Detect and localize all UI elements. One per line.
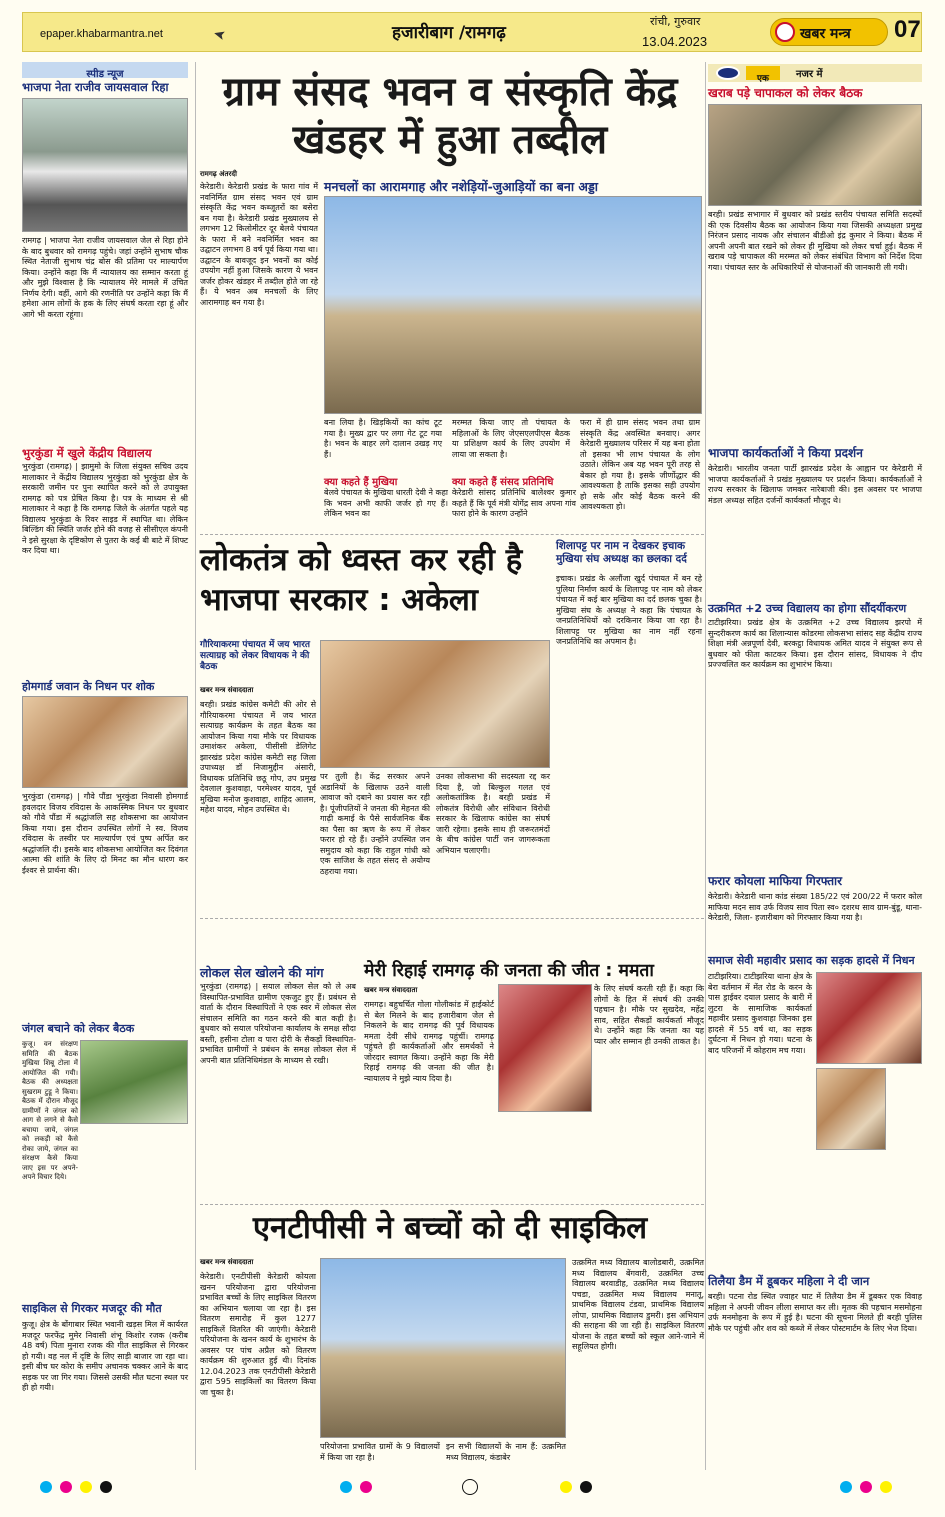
color-dot-icon	[560, 1481, 572, 1493]
color-dot-icon	[340, 1481, 352, 1493]
nazar-label: नजर में	[796, 69, 823, 80]
story-body: उत्क्रमित मध्य विद्यालय बालोडबारी, उत्क्रमित मध्य विद्यालय बेंगवारी, उत्क्रमित उच्च विद्यालय बरवाडीह, उत्क्रमित मध्य विद्यालय पचडा, उत्क्रमित मध्य विद्यालय मनातू, प्राथमिक विद्यालय टंडवा, प्राथमिक विद्यालय लोपा, प्राथमिक विद्यालय डुमरी। इस अभियान की सराहना की जा रही है। साइकिल वितरण योजना के तहत बच्चों को स्कूल आने-जाने में सहूलियत होगी।	[572, 1258, 704, 1351]
story-title: लोकल सेल खोलने की मांग	[200, 965, 324, 980]
portrait-photo	[816, 1068, 886, 1150]
story-title: फरार कोयला माफिया गिरफ्तार	[708, 874, 843, 888]
story-body: बरही। पटना रोड स्थित ज्वाहर घाट में तिलैया डैम में डूबकर एक विवाह महिला ने अपनी जीवन लीला समाप्त कर ली। मृतक की पहचान मसमोहना उर्फ मनमोहना के रूप में हुई है। घटना की सूचना मिलते ही बरही पुलिस मौके पर पहुंची और शव को कब्जे में लेकर पोस्टमार्टम के लिए भेज दिया।	[708, 1292, 922, 1333]
color-dot-icon	[100, 1481, 112, 1493]
byline: खबर मन्त्र संवाददाता	[200, 1258, 254, 1266]
divider	[200, 918, 704, 919]
brand-logo-icon	[775, 22, 795, 42]
story-body: पर तुली है। केंद्र सरकार अपने अडानियों के खिलाफ उठने वाली आवाज को दबाने का प्रयास कर रही है। पूंजीपतियों ने जनता की मेहनत की गाढ़ी कमाई के पैसे सार्वजनिक बैंक का पैसा का ऋण के रूप में लेकर फरार हो रहे हैं। उन्होंने उपस्थित जन समुदाय को कहा कि राहुल गांधी को एक साजिश के तहत संसद से अयोग्य ठहराया गया।	[320, 772, 430, 876]
color-dot-icon	[840, 1481, 852, 1493]
meeting-photo	[708, 104, 922, 206]
story-body: इचाक। प्रखंड के अलौंजा खुर्द पंचायत में बन रहे पुलिया निर्माण कार्य के शिलापट्ट पर नाम को लेकर पंचायत में कई बार मुखिया का दर्द छलक चुका है। मुखिया संघ के अध्यक्ष ने कहा कि पंचायत के जनप्रतिनिधियों को दरकिनार किया जा रहा है। शिलापट्ट पर मुखिया का नाम नहीं रहना जनप्रतिनिधि का अपमान है।	[556, 574, 702, 646]
color-dot-icon	[80, 1481, 92, 1493]
color-dot-icon	[580, 1481, 592, 1493]
story-title: उत्क्रमित +2 उच्च विद्यालय का होगा सौंदर्यीकरण	[708, 602, 907, 615]
quote-body: केरेडारी सांसद प्रतिनिधि बालेश्वर कुमार कहते हैं कि पूर्व मंत्री योगेंद्र साव अपना गांव फारा होने के कारण उन्होंने	[452, 488, 576, 518]
color-dot-icon	[860, 1481, 872, 1493]
byline: खबर मन्त्र संवाददाता	[364, 986, 418, 994]
story-body: बरही। प्रखंड कांग्रेस कमेटी की ओर से गौरियाकरमा पंचायत में जय भारत सत्याग्रह कार्यक्रम के तहत बैठक का आयोजन किया गया मौके पर विधायक उमाशंकर अकेला, पीसीसी डेलिगेट झारखंड प्रदेश कांग्रेस कमेटी सह जिला उपाध्यक्ष डॉ निजामुद्दीन अंसारी, विधायक प्रतिनिधि छठू गोप, उप प्रमुख देवलाल कुशवाहा, परमेश्वर यादव, पूर्व मुखिया मनोज कुशवाहा, शाहिद आलम, महेश यादव, मोहन उपस्थित थे।	[200, 700, 316, 814]
story-title: साइकिल से गिरकर मजदूर की मौत	[22, 1302, 162, 1315]
story-body: टाटीझरिया। प्रखंड क्षेत्र के उत्क्रमित +2 उच्च विद्यालय झरपो में सुन्दरीकरण कार्य का शिलान्यास कोडरमा लोकसभा सांसद सह केंद्रीय राज्य शिक्षा मंत्री अन्नपूर्णा देवी, बरकट्ठा विधायक अमित यादव ने संयुक्त रूप से बुधवार को फीता काटकर किया। इस दौरान सांसद, विधायक ने दीप प्रज्ज्वलित कर कार्यक्रम का शुभारंभ किया।	[708, 618, 922, 669]
date: 13.04.2023	[642, 34, 708, 49]
story-body: केरेडारी। केरेडारी प्रखंड के फारा गांव में नवनिर्मित ग्राम संसद भवन एवं ग्राम संस्कृति केंद्र भवन कब्जूतरों का बसेरा बन गया है। केरेडारी प्रखंड मुख्यालय से लगभग 12 किलोमीटर दूर बेलवे पंचायत के फारा में बने नवनिर्मित भवन का उद्घाटन लगभग 8 वर्ष पूर्व किया गया था। उद्घाटन के बावजूद इन भवनों का कोई उपयोग नहीं हुआ जिसके कारण ये भवन जर्जर होकर खंडहर में तब्दील होते जा रहे हैं। ये भवन अब मनचलों के लिए आरामगाह बन गया है।	[200, 182, 318, 307]
story-title: समाज सेवी महावीर प्रसाद का सड़क हादसे में निधन	[708, 954, 915, 967]
page-number: 07	[894, 16, 921, 43]
story-headline: लोकतंत्र को ध्वस्त कर रही है भाजपा सरकार : अकेला	[200, 542, 523, 618]
story-body: रामगढ़। बहुचर्चित गोला गोलीकांड में हाईकोर्ट से बेल मिलने के बाद हजारीबाग जेल से निकलने के बाद रामगढ़ की पूर्व विधायक ममता देवी सीधे रामगढ़ पहुंचीं। रामगढ़ पहुंचते ही कार्यकर्ताओं और समर्थकों ने जोरदार स्वागत किया। उन्होंने कहा कि मेरी रिहाई रामगढ़ की जनता की जीत है। न्यायालय ने मुझे न्याय दिया है।	[364, 1000, 494, 1083]
story-body: केरेडारी। केरेडारी थाना कांड संख्या 185/22 एवं 200/22 में फरार कोल माफिया मदन साव उर्फ विजय साव पिता स्व० दशरथ साव ग्राम-बुंडू, थाना- केरेडारी, जिला- हजारीबाग को गिरफ्तार किया गया है।	[708, 892, 922, 922]
edition-title: हजारीबाग /रामगढ़	[392, 23, 506, 43]
quote-title: क्या कहते हैं मुखिया	[324, 477, 398, 488]
story-body: भुरकुंडा (रामगढ़) | सयाल लोकल सेल को ले अब विस्थापित-प्रभावित ग्रामीण एकजुट हुए हैं। प्रबंधन से वार्ता के दौरान विस्थापितों ने एक स्वर में लोकल सेल संचालन समिति का गठन करने की बात कही है। बुधवार को सयाल परियोजना कार्यालय के समक्ष सौदा बस्ती, हसीना टोला व पारा दोरी के सैकड़ों विस्थापित-प्रभावित ग्रामीणों ने प्रबंधन के समक्ष लोकल सेल में अपनी बात प्रतिनिधिमंडल के माध्यम से रखी।	[200, 982, 356, 1065]
masthead	[0, 0, 945, 62]
story-title: शिलापट्ट पर नाम न देखकर इचाक मुखिया संघ अध्यक्ष का छलका दर्द	[556, 540, 687, 565]
story-body: केरेडारी। एनटीपीसी केरेडारी कोयला खनन परियोजना द्वारा परियोजना प्रभावित बच्चों के लिए साइकिल वितरण का अभियान चलाया जा रहा है। इस वितरण समारोह में कुल 1277 साइकिलें वितरित की जाएंगी। केरेडारी परियोजना के खनन कार्य के शुभारंभ के अवसर पर पांच अप्रैल को वितरण कार्यक्रम की शुरुआत हुई थी। दिनांक 12.04.2023 तक एनटीपीसी केरेडारी द्वारा 595 साइकिलों का वितरण किया जा चुका है।	[200, 1272, 316, 1397]
ek-badge	[746, 66, 780, 84]
byline: रामगढ़ अंतरदी	[200, 170, 237, 178]
footer-strip	[0, 1476, 945, 1500]
cycle-distribution-photo	[320, 1258, 566, 1438]
brand-name: खबर मन्त्र	[800, 26, 851, 42]
color-dot-icon	[360, 1481, 372, 1493]
quote-title: क्या कहते हैं संसद प्रतिनिधि	[452, 477, 554, 488]
story-title: होमगार्ड जवान के निधन पर शोक	[22, 680, 155, 693]
quote-body: बेलवे पंचायत के मुखिया धारती देवी ने कहा कि भवन अभी काफी जर्जर हो गए हैं। लेकिन भवन का	[324, 488, 448, 518]
story-body: केरेडारी। भारतीय जनता पार्टी झारखंड प्रदेश के आह्वान पर केरेडारी में भाजपा कार्यकर्ताओं ने प्रखंड मुख्यालय पर प्रदर्शन किया। कार्यकर्ताओं ने राज्य सरकार के खिलाफ जमकर नारेबाजी की। इस अवसर पर भाजपा मंडल अध्यक्ष सहित दर्जनों कार्यकर्ता मौजूद थे।	[708, 464, 922, 505]
story-body: बरही। प्रखंड सभागार में बुधवार को प्रखंड स्तरीय पंचायत समिति सदस्यों की एक दिवसीय बैठक का आयोजन किया गया जिसकी अध्यक्षता प्रमुख निरंजन प्रसाद नायक और संचालन बीडीओ इंद्र कुमार ने किया। बैठक में अपनी अपनी बात रखने को लेकर ही मुखिया को लेकर चर्चा हुई। बैठक में खराब पड़े चापाकल की मरम्मत को लेकर संबंधित विभाग को निर्देश दिया गया। पंचायत स्तर के अधिकारियों से योजनाओं की जानकारी ली गयी।	[708, 210, 922, 272]
photo-caption: परियोजना प्रभावित ग्रामों के 9 विद्यालयों में किया जा रहा है।	[320, 1442, 440, 1462]
story-subhead: गौरियाकरमा पंचायत में जय भारत सत्याग्रह को लेकर विधायक ने की बैठक	[200, 640, 311, 672]
story-body: टाटीझरिया। टाटीझरिया थाना क्षेत्र के बेरा वर्तमान में मेंत रोड के करन के पास ड्राईवर दयाल प्रसाद के बारी में लुटरा के सामाजिक कार्यकर्ता महावीर प्रसाद कुशवाहा जिनका इस हादसे में 55 वर्ष था, का सड़क दुर्घटना में निधन हो गया। घटना के बाद परिजनों में कोहराम मच गया।	[708, 972, 812, 1055]
story-body: रामगढ़ | भाजपा नेता राजीव जायसवाल जेल से रिहा होने के बाद बुधवार को रामगढ़ पहुंचे। जहां उन्होंने सुभाष चौक स्थित नेताजी सुभाष चंद्र बोस की प्रतिमा पर माल्यार्पण किया। उन्होंने कहा कि मैं न्यायालय का सम्मान करता हूं और मुझे विश्वास है कि न्यायालय मेरे मामले में उचित निर्णय देगी। वहीं, आगे की रणनीति पर उन्होंने कहा कि मैं हमेशा आम लोगों के हक के लिए संघर्ष करता रहा हूं और आगे भी करता रहूंगा।	[22, 236, 188, 319]
left-column	[22, 62, 188, 1472]
color-dot-icon	[40, 1481, 52, 1493]
color-dot-icon	[60, 1481, 72, 1493]
story-title: जंगल बचाने को लेकर बैठक	[22, 1022, 135, 1035]
story-title: भाजपा नेता राजीव जायसवाल रिहा	[22, 80, 169, 94]
story-headline: एनटीपीसी ने बच्चों को दी साइकिल	[252, 1210, 648, 1246]
story-body: भुरकुंडा (रामगढ़) | झामुमो के जिला संयुक्त सचिव उदय मालाकार ने केंद्रीय विद्यालय भुरकुंडा को भुरकुंडा क्षेत्र के सरकारी जमीन पर पुनः स्थापित करने को ले उपायुक्त रामगढ़ को पत्र प्रेषित किया है। पत्र के माध्यम से श्री मालाकार ने कहा है कि रामगढ़ जिले के अंतर्गत पहले यह विद्यालय भुरकुंडा के रिवर साइड में स्थापित था। लेकिन बिल्डिंग की स्थिति जर्जर होने की वजह से सीसीएल कंपनी ने इसे सुरक्षा के दृष्टिकोण से पुतरा के कई बी बाटे में शिफ्ट कर दिया था।	[22, 462, 189, 555]
story-headline: मेरी रिहाई रामगढ़ की जनता की जीत : ममता	[364, 961, 654, 981]
site-url[interactable]: epaper.khabarmantra.net	[40, 28, 163, 40]
ek-label: एक	[757, 74, 769, 84]
story-body: फरा में ही ग्राम संसद भवन तथा ग्राम संस्कृति केंद्र अवस्थित बनवाए। अगर केरेडारी मुख्यालय परिसर में यह बना होता तो इसका भी लाभ पंचायत के लोग उठाते। लेकिन अब यह भवन पूरी तरह से बेकार हो गया है। इसके जीर्णोद्धार की आवश्यकता है ताकि इसका सही उपयोग हो सके और कोई बैठक करने की आवश्यकता हो।	[580, 418, 700, 511]
color-dot-icon	[880, 1481, 892, 1493]
story-title: खराब पड़े चापाकल को लेकर बैठक	[708, 86, 863, 100]
city-day: रांची, गुरुवार	[650, 15, 701, 28]
byline: खबर मन्त्र संवाददाता	[200, 686, 254, 694]
speed-news-label: स्पीड न्यूज	[86, 69, 124, 80]
divider	[200, 534, 704, 535]
story-body: कुजू। क्षेत्र के बोंगाबार स्थित भवानी खड़स मिल में कार्यरत मजदूर फरफेंद्र मुमेर निवासी शंभू किशोर रजक (करीब 48 वर्ष) पिता मुनारा रजक की गीत साइकिल से गिरकर हो गयी। वह नल में दृष्टि के लिए साड़ी बाजार जा रहा था। इसी बीच घर कोरा के समीप अचानक चक्कर आने के बाद सड़क पर जा गिर गया। जिससे उसकी मौत घटना स्थल पर ही हो गयी।	[22, 1320, 189, 1392]
column-rule	[195, 62, 196, 1470]
story-title: भुरकुंडा में खुले केंद्रीय विद्यालय	[22, 446, 152, 460]
forest-meeting-photo	[80, 1040, 188, 1124]
column-rule	[705, 62, 706, 1470]
mamta-welcome-photo	[498, 984, 592, 1112]
story-body: कुजू। वन संरक्षण समिति की बैठक मुखिया शिबू टोला में आयोजित की गयी। बैठक की अध्यक्षता सुखराम टुडू ने किया। बैठक में दौरान मौजूद ग्रामीणों ने जंगल को आग से लगने से कैसे बचाया जाये, जंगल को लकड़ी को कैसे रोका जाये, जंगल का संरक्षण कैसे किया जाए इस पर अपने-अपने विचार दिये।	[22, 1040, 78, 1181]
right-column	[708, 62, 922, 1472]
main-headline: ग्राम संसद भवन व संस्कृति केंद्र खंडहर में हुआ तब्दील	[222, 69, 678, 163]
car-photo	[22, 98, 188, 232]
ruined-building-photo	[324, 196, 702, 414]
story-title: भाजपा कार्यकर्ताओं ने किया प्रदर्शन	[708, 446, 863, 460]
registration-mark-icon	[462, 1479, 478, 1495]
story-body: भुरकुंडा (रामगढ़) | गौवे पौंडा भुरकुंडा निवासी होमगार्ड हवलदार विजय रविदास के आकस्मिक निधन पर बुधवार को गौवे पौंडा में श्रद्धांजलि सह शोकसभा का आयोजन किया गया। इस दौरान उपस्थित लोगों ने स्व. विजय रविदास के तस्वीर पर माल्यार्पण एवं पुष्प अर्पित कर श्रद्धांजलि दी। इसके बाद शोकसभा आयोजित कर दिवंगत आत्मा की शांति के लिए दो मिनट का मौन धारण कर ईश्वर से प्रार्थना की।	[22, 792, 188, 875]
photo-caption: इन सभी विद्यालयों के नाम हैं: उत्क्रमित मध्य विद्यालय, कंडाबेर	[446, 1442, 566, 1462]
story-title: तिलैया डैम में डूबकर महिला ने दी जान	[708, 1274, 870, 1288]
homeguard-photo	[22, 696, 188, 788]
eye-icon	[716, 66, 740, 80]
story-body: बना लिया है। खिड़कियों का कांच टूट गया है। मुख्य द्वार पर लगा गेट टूट गया है। भवन के बाहर लगे दालान उखड़ गए हैं।	[324, 418, 442, 459]
sub-headline: मनचलों का आरामगाह और नशेड़ियों-जुआड़ियों का बना अड्डा	[324, 179, 598, 194]
story-body: मरम्मत किया जाए तो पंचायत के महिलाओं के लिए जेएसएलपीएस बैठक या प्रशिक्षण कार्य के लिए उपयोग में लाया जा सकता है।	[452, 418, 570, 459]
story-body: उनका लोकसभा की सदस्यता रद्द कर दिया है, जो बिल्कुल गलत एवं अलोकतांत्रिक है। बरही प्रखंड में लोकतंत्र विरोधी और संविधान विरोधी सरकार के खिलाफ कांग्रेस का संघर्ष जारी रहेगा। इसके साथ ही जरूरतमंदों के बीच कांग्रेस पार्टी जन जागरूकता अभियान चलाएगी।	[436, 772, 550, 855]
story-body: के लिए संघर्ष करती रही हैं। कहा कि लोगों के हित में संघर्ष की उनकी पहचान है। मौके पर सुखदेव, महेंद्र साव, सहित सैकड़ों कार्यकर्ता मौजूद थे। उन्होंने कहा कि जनता का यह प्यार और सम्मान ही उनकी ताकत है।	[594, 984, 704, 1046]
congress-meeting-photo	[320, 640, 550, 768]
speed-news-banner	[22, 62, 188, 78]
divider	[200, 1204, 704, 1205]
accident-photo	[816, 972, 922, 1064]
